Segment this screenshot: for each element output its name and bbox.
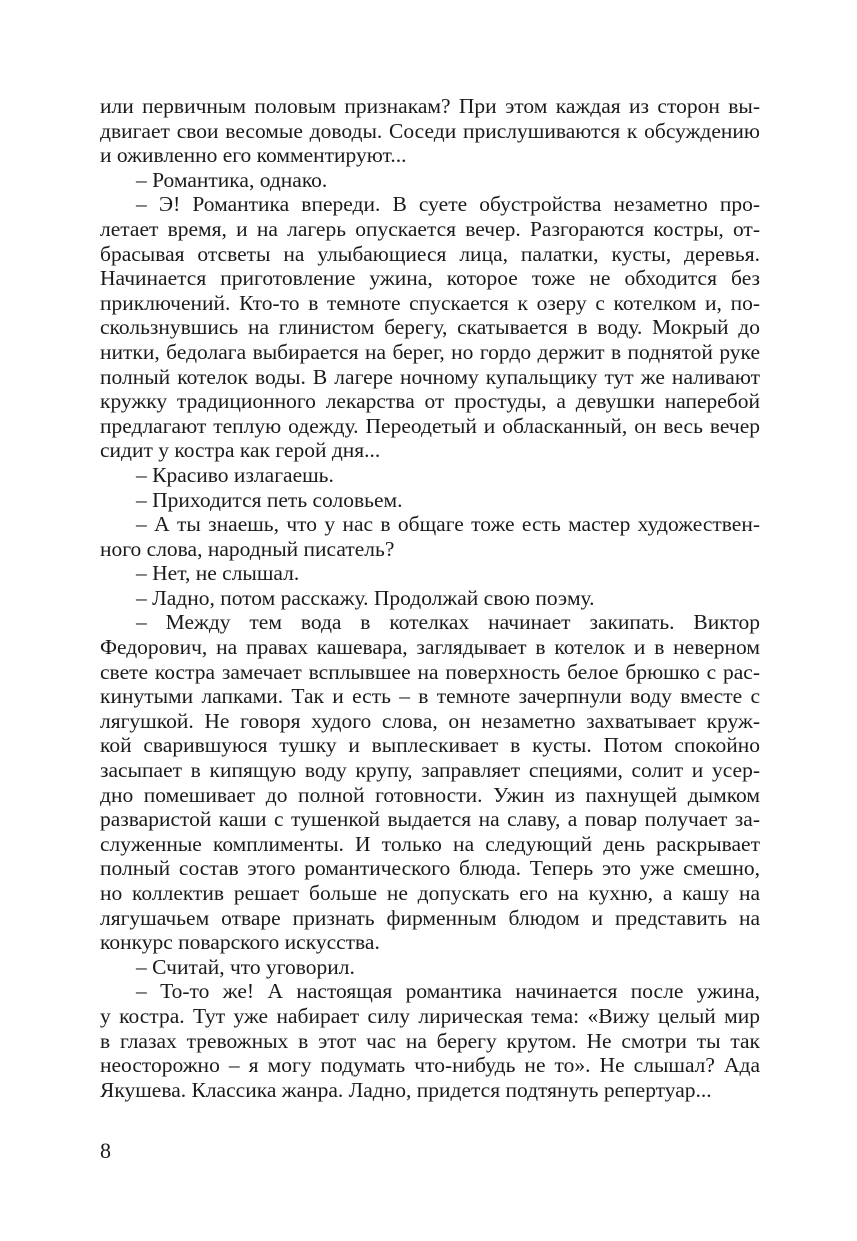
text-line: и оживленно его комментируют... [100, 143, 407, 168]
text-line: Начинается приготовление ужина, которое тоже не обходится без [100, 266, 760, 291]
text-line: свете костра замечает всплывшее на поверхность белое брюшко с рас- [100, 659, 760, 684]
text-line: брасывая отсветы на улыбающиеся лица, палатки, кусты, деревья. [100, 241, 760, 266]
text-line: разваристой каши с тушенкой выдается на славу, а повар получает за- [100, 807, 760, 832]
text-line: – Ладно, потом расскажу. Продолжай свою поэму. [136, 585, 595, 610]
text-line: – То-то же! А настоящая романтика начинается после ужина, [136, 979, 760, 1004]
text-line: кой сварившуюся тушку и выплескивает в кусты. Потом спокойно [100, 733, 760, 758]
text-line: скользнувшись на глинистом берегу, скатывается в воду. Мокрый до [100, 315, 760, 340]
text-line: кинутыми лапками. Так и есть – в темноте зачерпнули воду вместе с [100, 684, 760, 709]
text-line: полный состав этого романтического блюда. Теперь это уже смешно, [100, 856, 760, 881]
text-line: – Красиво излагаешь. [136, 462, 334, 487]
text-line: кружку традиционного лекарства от простуды, а девушки наперебой [100, 389, 760, 414]
text-line: у костра. Тут уже набирает силу лирическая тема: «Вижу целый мир [100, 1003, 760, 1028]
text-line: – Приходится петь соловьем. [136, 487, 403, 512]
text-line: ного слова, народный писатель? [100, 536, 395, 561]
text-line: засыпает в кипящую воду крупу, заправляет специями, солит и усер- [100, 758, 760, 783]
text-line: – Считай, что уговорил. [136, 954, 355, 979]
text-line: – Э! Романтика впереди. В суете обустройства незаметно про- [136, 192, 760, 217]
text-line: или первичным половым признакам? При этом каждая из сторон вы- [100, 94, 760, 118]
text-line: – Между тем вода в котелках начинает закипать. Виктор [136, 610, 760, 635]
text-line: неосторожно – я могу подумать что-нибудь не то». Не слышал? Ада [100, 1053, 760, 1078]
text-line: дно помешивает до полной готовности. Ужин из пахнущей дымком [100, 782, 760, 807]
text-line: нитки, бедолага выбирается на берег, но гордо держит в поднятой руке [100, 339, 760, 364]
text-line: в глазах тревожных в этот час на берегу крутом. Не смотри ты так [100, 1028, 760, 1053]
text-line: – Романтика, однако. [136, 167, 328, 192]
page-text [100, 94, 760, 1102]
text-line: но коллектив решает больше не допускать его на кухню, а кашу на [100, 881, 760, 905]
text-line: служенные комплименты. И только на следующий день раскрывает [100, 831, 760, 856]
text-line: – А ты знаешь, что у нас в общаге тоже есть мастер художествен- [136, 512, 760, 537]
text-line: – Нет, не слышал. [136, 561, 300, 586]
text-line: лягушачьем отваре признать фирменным блюдом и представить на [100, 905, 760, 930]
text-line: лягушкой. Не говоря худого слова, он незаметно захватывает круж- [100, 708, 760, 733]
text-line: Якушева. Классика жанра. Ладно, придется подтянуть репертуар... [100, 1077, 712, 1102]
text-line: приключений. Кто-то в темноте спускается к озеру с котелком и, по- [100, 290, 760, 315]
text-line: сидит у костра как герой дня... [100, 438, 381, 463]
text-line: Федорович, на правах кашевара, заглядывает в котелок и в неверном [100, 635, 760, 660]
text-line: предлагают теплую одежду. Переодетый и обласканный, он весь вечер [100, 413, 760, 438]
text-line: летает время, и на лагерь опускается вечер. Разгораются костры, от- [100, 216, 760, 241]
text-line: конкурс поварского искусства. [100, 930, 380, 955]
page-number: 8 [100, 1138, 111, 1163]
text-line: двигает свои весомые доводы. Соседи прислушиваются к обсуждению [100, 118, 760, 143]
text-line: полный котелок воды. В лагере ночному купальщику тут же наливают [100, 364, 760, 389]
